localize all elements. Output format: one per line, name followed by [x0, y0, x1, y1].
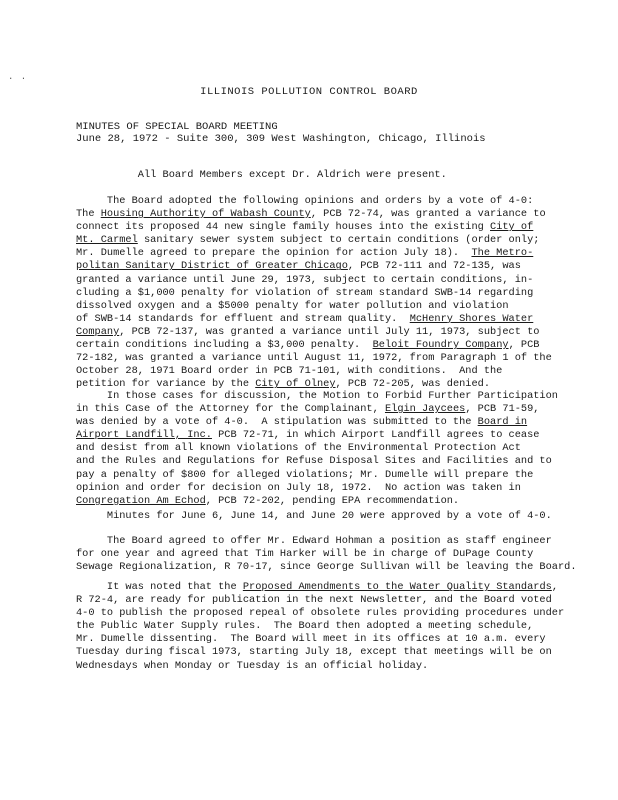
amendments-paragraph [76, 581, 565, 673]
underlined-name: City of Olney [255, 378, 336, 391]
text-segment: October 28, 1971 Board order in PCB 71-101, with conditions. And the [76, 365, 503, 378]
text-segment: It was noted that the [76, 581, 243, 593]
underlined-name: City of [490, 221, 534, 234]
discussion-paragraph [76, 390, 558, 508]
text-line [76, 561, 577, 574]
underlined-name: Airport Landfill, Inc. [76, 429, 212, 442]
text-segment: In those cases for discussion, the Motion to Forbid Further Participation [76, 390, 558, 402]
text-segment: sanitary sewer system subject to certain conditions (order only; [137, 234, 540, 247]
text-line [76, 646, 552, 659]
text-segment: Sewage Regionalization, R 70-17, since George Sullivan will be leaving the Board. [76, 561, 577, 574]
text-segment: The Board adopted the following opinions and orders by a vote of 4-0: [76, 195, 534, 207]
text-line [76, 300, 546, 313]
text-segment: Mr. Dumelle dissenting. The Board will meet in its offices at 10 a.m. every [76, 633, 546, 646]
text-line [76, 469, 546, 482]
text-line [76, 403, 546, 416]
text-line [76, 581, 558, 594]
text-segment: certain conditions including a $3,000 penalty. [76, 339, 373, 352]
underlined-name: Mt. Carmel [76, 234, 138, 247]
text-segment: , [551, 581, 558, 593]
text-segment: was denied by a vote of 4-0. A stipulation was submitted to the [76, 416, 478, 429]
underlined-name: Housing Authority of Wabash County [100, 208, 311, 221]
text-line [76, 313, 546, 326]
text-segment: The Board agreed to offer Mr. Edward Hohman a position as staff engineer [76, 535, 552, 547]
attendance-paragraph [76, 169, 546, 182]
text-segment: petition for variance by the [76, 378, 256, 391]
text-segment: , PCB 72-111 and 72-135, was [347, 260, 521, 273]
text-segment: and desist from all known violations of the Environmental Protection Act [76, 442, 521, 455]
text-segment: Tuesday during fiscal 1973, starting July 18, except that meetings will be on [76, 646, 552, 659]
underlined-name: The Metro- [471, 247, 534, 260]
text-segment: , PCB 71-59, [465, 403, 540, 416]
text-segment: cluding a $1,000 penalty for violation of stream standard SWB-14 regarding [76, 286, 534, 299]
text-line [76, 339, 546, 352]
text-line [76, 442, 546, 455]
margin-mark: . . [8, 72, 28, 82]
text-segment: 4-0 to publish the proposed repeal of obsolete rules providing procedures under [76, 607, 565, 620]
underlined-name: politan Sanitary District of Greater Chicago [76, 260, 348, 273]
text-segment: 72-182, was granted a variance until August 11, 1972, from Paragraph 1 of the [76, 352, 552, 365]
text-segment: pay a penalty of $800 for alleged violations; Mr. Dumelle will prepare the [76, 468, 534, 481]
text-segment: , PCB [508, 339, 540, 352]
text-line [76, 274, 546, 287]
text-line [76, 365, 546, 378]
text-segment: granted a variance until June 29, 1973, subject to certain conditions, in- [76, 273, 534, 286]
text-line [76, 633, 546, 646]
underlined-name: Company [76, 325, 120, 338]
text-line [76, 429, 546, 442]
text-line [76, 495, 546, 508]
underlined-name: McHenry Shores Water [409, 312, 534, 325]
text-line [76, 352, 552, 365]
page-title: ILLINOIS POLLUTION CONTROL BOARD [200, 86, 418, 98]
text-line [76, 260, 546, 273]
text-line [76, 195, 546, 208]
text-line [76, 416, 546, 429]
text-line [76, 607, 565, 620]
text-segment: connect its proposed 44 new single family houses into the existing [76, 221, 491, 234]
text-segment: R 72-4, are ready for publication in the next Newsletter, and the Board voted [76, 594, 552, 607]
text-line [76, 234, 546, 247]
text-line [76, 660, 546, 673]
minutes-heading [76, 121, 486, 145]
text-line [76, 482, 546, 495]
text-segment: Wednesdays when Monday or Tuesday is an official holiday. [76, 659, 429, 672]
text-line [76, 326, 546, 339]
underlined-name: Beloit Foundry Company [372, 339, 509, 352]
text-segment: PCB 72-71, in which Airport Landfill agrees to cease [211, 429, 540, 442]
text-line [76, 287, 546, 300]
text-segment: opinion and order for decision on July 18, 1972. No action was taken in [76, 481, 521, 494]
text-segment: of SWB-14 standards for effluent and stream quality. [76, 312, 410, 325]
text-line [76, 535, 552, 548]
text-segment: for one year and agreed that Tim Harker will be in charge of DuPage County [76, 548, 534, 561]
text-line [76, 548, 546, 561]
underlined-name: Proposed Amendments to the Water Quality Standards [242, 581, 552, 593]
minutes-heading-line2: June 28, 1972 - Suite 300, 309 West Washington, Chicago, Illinois [76, 133, 486, 145]
staff-paragraph [76, 535, 577, 574]
text-segment: The [76, 208, 101, 221]
text-line [76, 247, 546, 260]
text-segment: , PCB 72-74, was granted a variance to [310, 208, 546, 221]
text-segment: and the Rules and Regulations for Refuse Disposal Sites and Facilities and to [76, 455, 552, 468]
text-segment: , PCB 72-137, was granted a variance until July 11, 1973, subject to [119, 325, 540, 338]
opinions-paragraph [76, 195, 552, 391]
text-line [76, 455, 552, 468]
text-segment: dissolved oxygen and a $5000 penalty for water pollution and violation [76, 299, 509, 312]
underlined-name: Congregation Am Echod [76, 494, 206, 507]
underlined-name: Board in [477, 416, 528, 429]
minutes-heading-line1: MINUTES OF SPECIAL BOARD MEETING [76, 121, 278, 133]
attendance-text: All Board Members except Dr. Aldrich were present. [137, 169, 447, 181]
minutes-approval-paragraph: Minutes for June 6, June 14, and June 20 were approved by a vote of 4-0. [76, 510, 552, 522]
text-segment: in this Case of the Attorney for the Complainant, [76, 403, 385, 416]
text-line [76, 390, 558, 403]
text-segment: , PCB 72-205, was denied. [335, 378, 491, 391]
text-segment: Mr. Dumelle agreed to prepare the opinion for action July 18). [76, 247, 472, 260]
text-line [76, 620, 546, 633]
text-line [76, 221, 546, 234]
underlined-name: Elgin Jaycees [384, 403, 466, 416]
text-segment: the Public Water Supply rules. The Board then adopted a meeting schedule, [76, 620, 534, 633]
text-line [76, 594, 552, 607]
text-segment: , PCB 72-202, pending EPA recommendation. [205, 494, 460, 507]
text-line [76, 208, 546, 221]
